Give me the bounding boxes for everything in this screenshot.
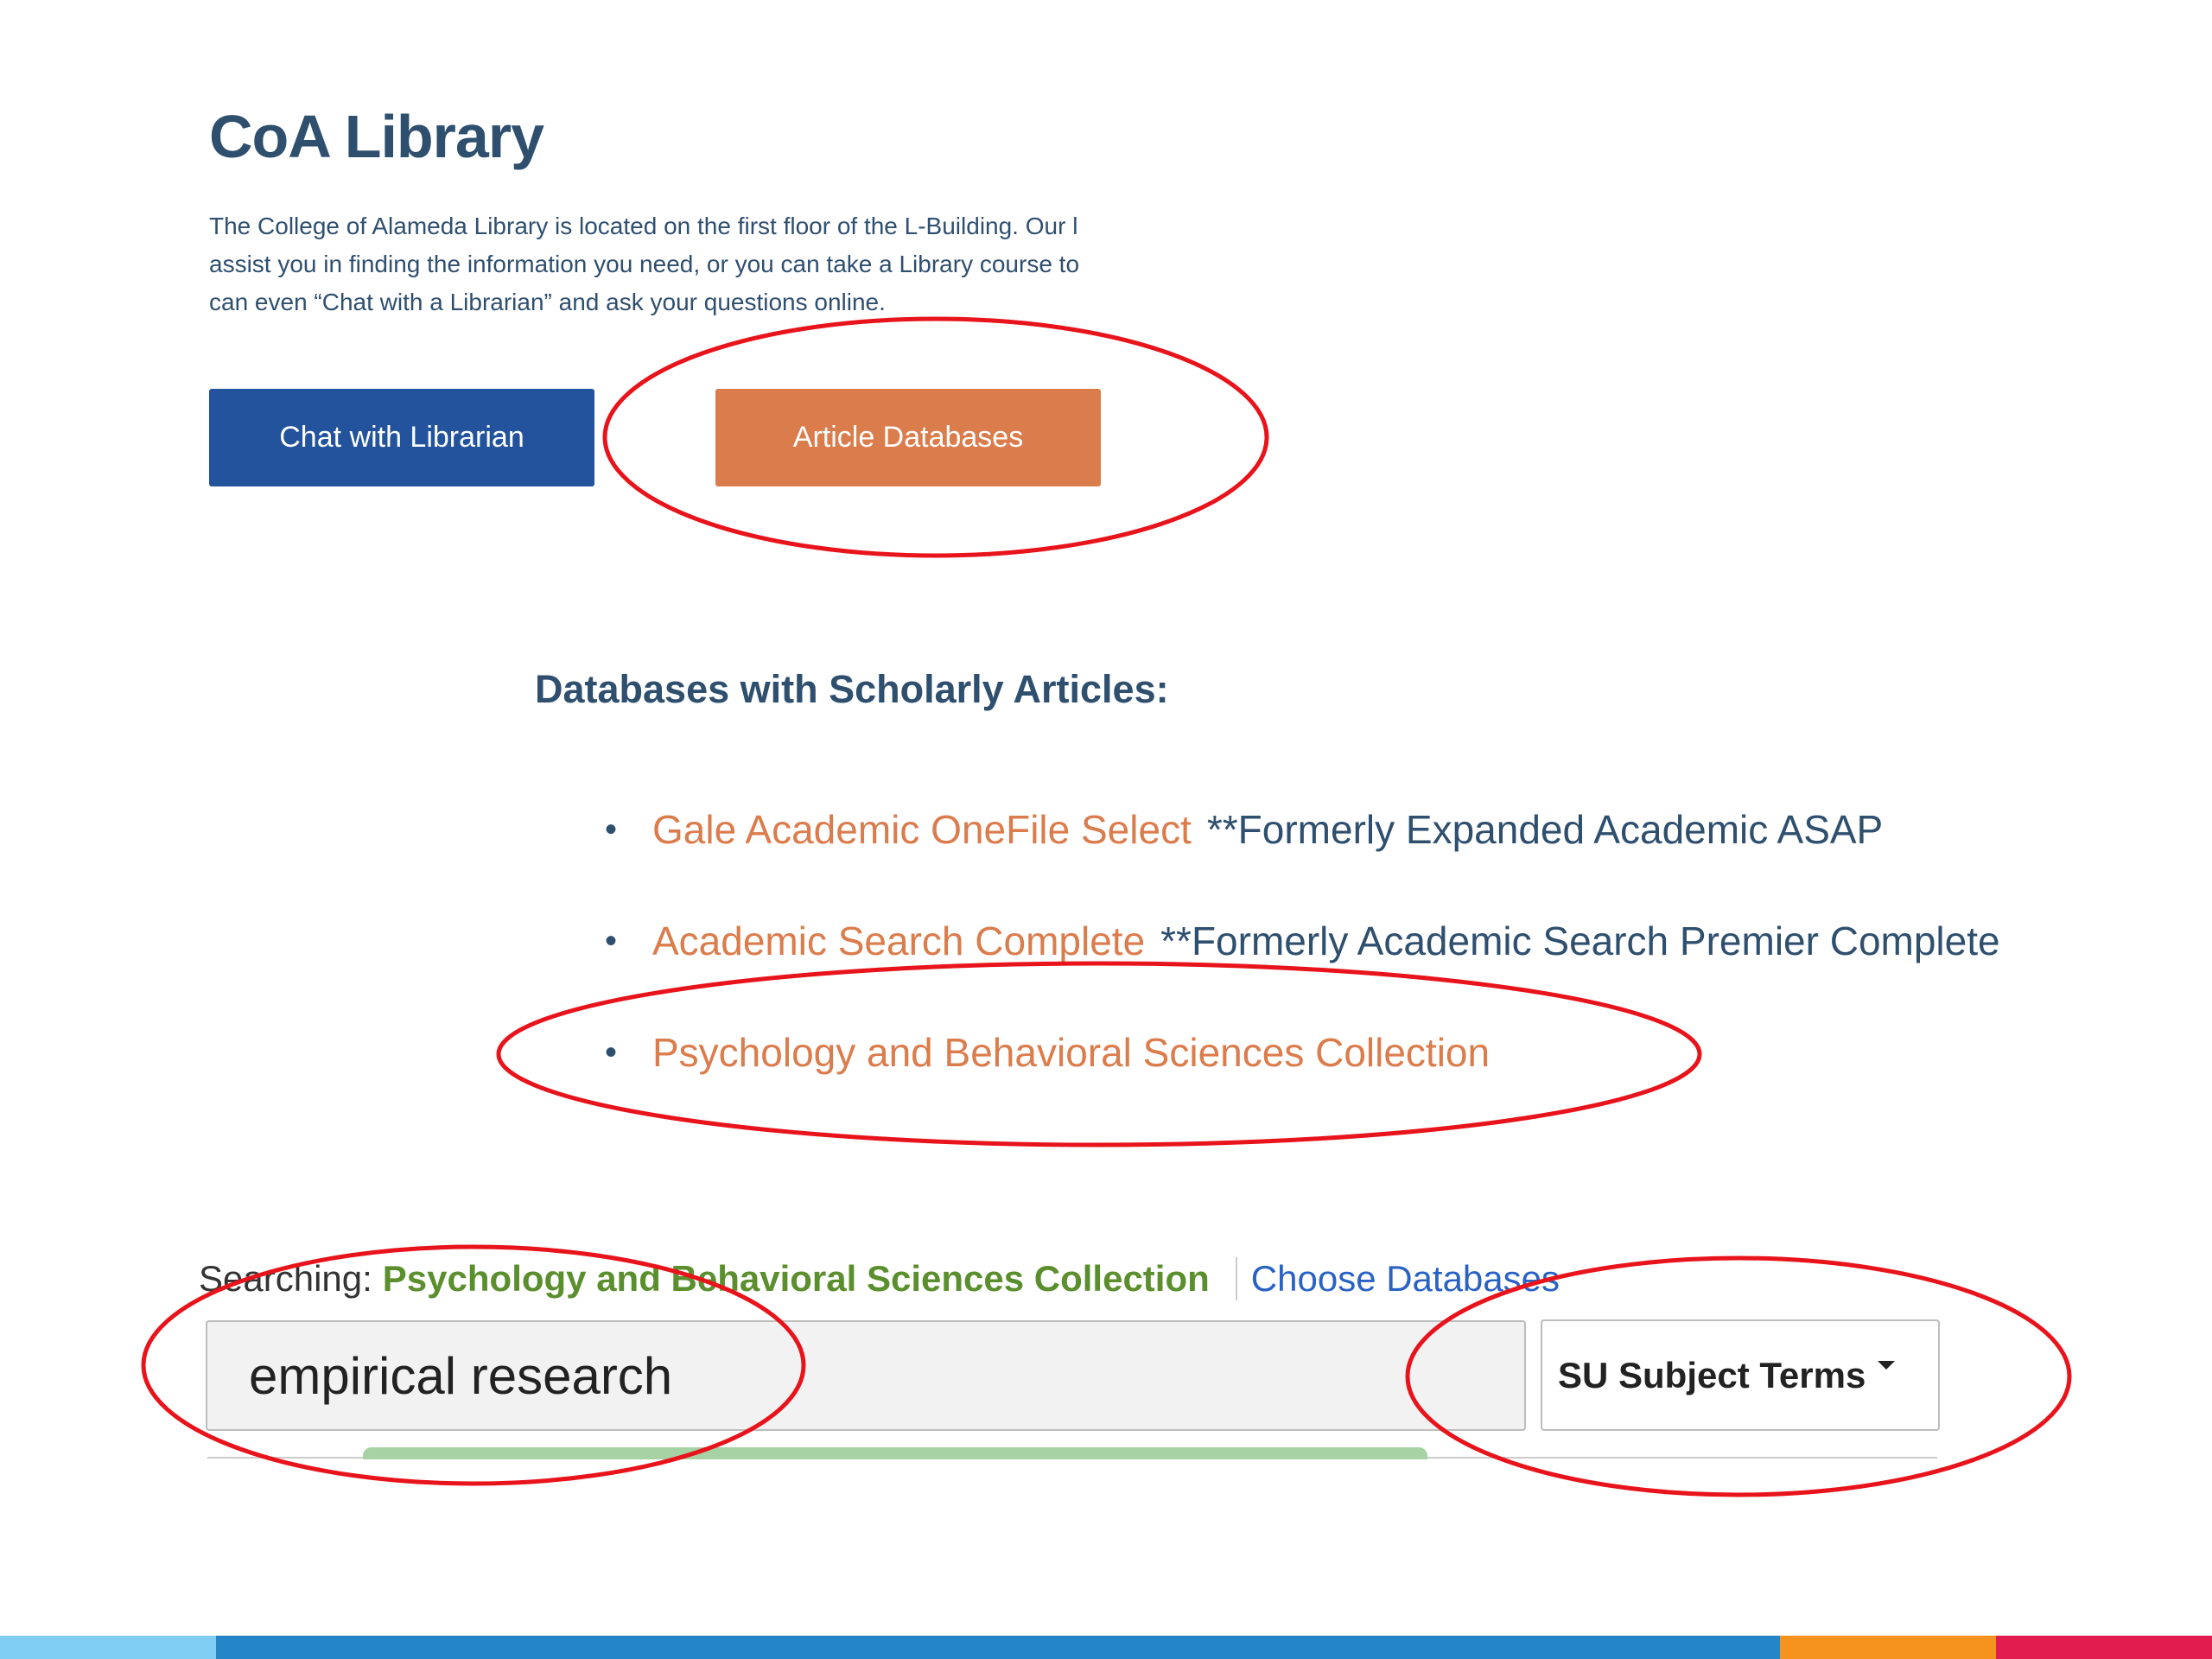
- search-field-label: SU Subject Terms: [1558, 1354, 1866, 1395]
- bullet-icon: •: [605, 922, 618, 960]
- search-field-select[interactable]: [1541, 1319, 1940, 1431]
- intro-line: The College of Alameda Library is located on the first floor of the L-Building. Our l: [209, 213, 1078, 239]
- divider: [1236, 1257, 1237, 1300]
- footer-stripe-segment: [216, 1636, 1780, 1659]
- list-item: [605, 804, 2000, 915]
- database-note: **Formerly Academic Search Premier Complete: [1160, 918, 2000, 963]
- footer-stripe-segment: [1780, 1636, 1996, 1659]
- bullet-icon: •: [605, 810, 618, 849]
- searching-label: Searching:: [199, 1258, 372, 1299]
- searching-database-name: Psychology and Behavioral Sciences Collection: [382, 1258, 1210, 1299]
- intro-line: assist you in finding the information you need, or you can take a Library course to: [209, 251, 1080, 277]
- list-item: [605, 1027, 2000, 1138]
- caret-down-icon: [1878, 1361, 1895, 1370]
- search-input[interactable]: [206, 1320, 1526, 1431]
- footer-stripe-segment: [0, 1636, 216, 1659]
- databases-heading: Databases with Scholarly Articles:: [535, 667, 1169, 711]
- list-item: [605, 915, 2000, 1027]
- intro-line: can even “Chat with a Librarian” and ask your questions online.: [209, 289, 886, 315]
- bullet-icon: •: [605, 1033, 618, 1071]
- search-button-partial[interactable]: [363, 1447, 1427, 1459]
- choose-databases-link[interactable]: Choose Databases: [1250, 1258, 1560, 1299]
- intro-paragraph: [209, 207, 1179, 321]
- database-link-academic-search[interactable]: Academic Search Complete: [652, 918, 1146, 963]
- database-note: **Formerly Expanded Academic ASAP: [1206, 807, 1884, 852]
- chat-with-librarian-button[interactable]: Chat with Librarian: [209, 389, 594, 486]
- article-databases-button[interactable]: Article Databases: [715, 389, 1101, 486]
- page-title: CoA Library: [209, 103, 544, 170]
- database-list: [605, 804, 2000, 1138]
- footer-stripe: [0, 1636, 2212, 1659]
- database-link-gale[interactable]: Gale Academic OneFile Select: [652, 807, 1192, 852]
- database-link-psychology[interactable]: Psychology and Behavioral Sciences Collection: [652, 1030, 1491, 1075]
- footer-stripe-segment: [1996, 1636, 2212, 1659]
- searching-row: [199, 1253, 1560, 1305]
